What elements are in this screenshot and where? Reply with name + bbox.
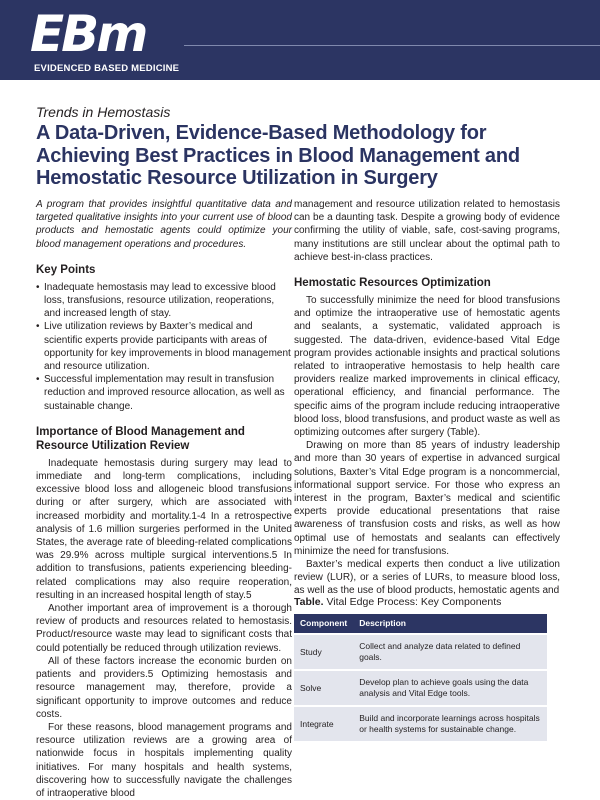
section-heading-optimization: Hemostatic Resources Optimization xyxy=(294,277,491,290)
table-cell-component: Integrate xyxy=(294,706,353,741)
table-cell-description: Build and incorporate learnings across hospitals or health systems for sustainable change. xyxy=(353,706,547,741)
body-paragraph: For these reasons, blood management programs and resource utilization reviews are a growing area of nationwide focus in hospitals implementing quality initiatives. For many hospitals and health systems, discovering how to successfully navigate the challenges of intraoperative blood xyxy=(36,721,292,799)
body-paragraph: Inadequate hemostasis during surgery may lead to immediate and long-term complications, including excessive blood loss and allogeneic blood transfusions during or after surgery, which are associated with increased morbidity and mortality.1-4 In a retrospective analysis of 1.6 million surgeries performed in the United States, the average rate of bleeding-related complications was 29.9% across multiple surgical interventions.5 In addition to transfusions, patients experiencing bleeding-related complications may also require reoperation, resulting in an increased hospital length of stay.5 xyxy=(36,457,292,601)
table-header-row xyxy=(294,614,547,634)
table-row xyxy=(294,670,547,706)
header-rule xyxy=(184,45,600,46)
intro-paragraph: A program that provides insightful quantitative data and targeted qualitative insights into your current use of blood products and hemostatic agents could optimize your blood management operations and procedures. xyxy=(36,199,292,250)
body-paragraph: Another important area of improvement is a thorough review of products and resources related to hemostasis. Product/resource waste may lead to significant costs that could potentially be reduced through utilization reviews. xyxy=(36,603,292,654)
body-paragraph-continued: management and resource utilization related to hemostasis can be a daunting task. Despite a growing body of evidence confirming the utility of viable, safe, cost-saving programs, many institutions are still unclear about the optimal path to achieve best-in-class practices. xyxy=(294,199,560,263)
header-band xyxy=(0,0,600,80)
article-title: A Data-Driven, Evidence-Based Methodology for Achieving Best Practices in Blood Management and Hemostatic Resource Utilization in Surgery xyxy=(36,122,520,189)
body-paragraph: To successfully minimize the need for blood transfusions and optimize the intraoperative use of hemostatic agents and sealants, a systematic, validated approach is suggested. The data-driven, evidence-based Vital Edge program provides actionable insights and practical solutions related to intraoperative hemostasis to help health care providers realize marked improvements in clinical efficacy, operational efficiency, and financial performance. The specific aims of the program include reducing intraoperative blood loss, blood transfusions, and product waste as well as optimizing outcomes after surgery (Table). xyxy=(294,295,560,439)
table-cell-description: Collect and analyze data related to defined goals. xyxy=(353,634,547,670)
ebm-logo: EBm xyxy=(30,5,146,63)
key-point-item: • Inadequate hemostasis may lead to excessive blood loss, transfusions, resource utilization, reoperations, and increased length of stay. xyxy=(36,281,292,321)
key-points-list xyxy=(36,281,292,413)
right-column xyxy=(294,198,560,598)
section-kicker: Trends in Hemostasis xyxy=(36,104,171,120)
key-point-item: • Successful implementation may result in transfusion reduction and improved resource allocation, as well as sustainable change. xyxy=(36,373,292,413)
section-heading-importance: Importance of Blood Management and Resource Utilization Review xyxy=(36,425,245,452)
key-points-heading: Key Points xyxy=(36,263,96,276)
logo-subtitle: EVIDENCED BASED MEDICINE xyxy=(34,63,180,74)
table-cell-component: Solve xyxy=(294,670,353,706)
key-point-item: • Live utilization reviews by Baxter’s medical and scientific experts provide participants with areas of opportunity for key improvements in blood management and resource utilization. xyxy=(36,320,292,373)
left-column xyxy=(36,198,292,800)
body-paragraph: Drawing on more than 85 years of industry leadership and more than 30 years of expertise in advanced surgical solutions, Baxter’s Vital Edge program is a noncommercial, informational support service. For those who express an interest in the program, Baxter’s medical and scientific experts provide educational presentations that raise awareness of transfusion costs and risks, as well as how optimal use of hemostats and sealants can effectively minimize the need for transfusions. xyxy=(294,440,560,557)
table-row xyxy=(294,706,547,741)
body-paragraph: Baxter’s medical experts then conduct a live utilization review (LUR), or a series of LURs, to measure blood loss, as well as the use of blood products, hemostatic agents and xyxy=(294,559,560,597)
table-cell-component: Study xyxy=(294,634,353,670)
table-cell-description: Develop plan to achieve goals using the data analysis and Vital Edge tools. xyxy=(353,670,547,706)
vital-edge-table xyxy=(294,596,547,741)
table-caption: Table. Vital Edge Process: Key Components xyxy=(294,596,502,608)
body-paragraph: All of these factors increase the economic burden on patients and providers.5 Optimizing hemostasis and resource management may, therefore, provide a significant opportunity to improve outcomes and reduce costs. xyxy=(36,655,292,720)
table-header-cell: Description xyxy=(353,614,547,634)
table-row xyxy=(294,634,547,670)
table-header-cell: Component xyxy=(294,614,353,634)
components-table xyxy=(294,614,547,741)
